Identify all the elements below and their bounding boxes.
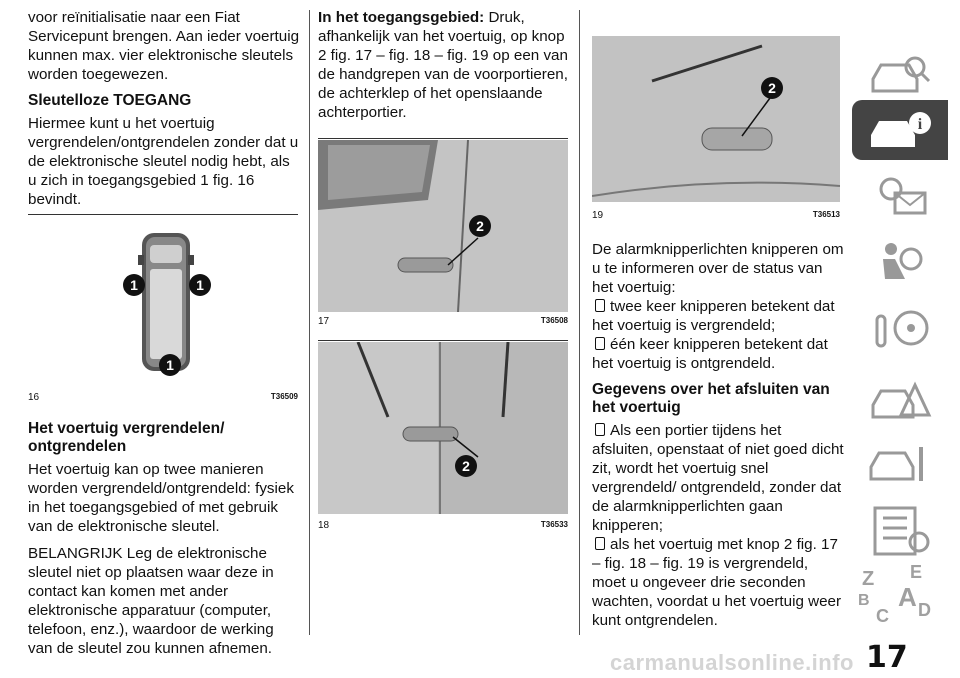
intro-paragraph: voor reïnitialisatie naar een Fiat Servicepunt brengen. Aan ieder voertuig kunnen max. vier elektronische sleutels worden toegewezen. xyxy=(28,9,300,83)
tab-warning-lights[interactable] xyxy=(852,164,948,224)
car-breakdown-warning-icon xyxy=(865,375,935,425)
section-heading-lock-unlock: Het voertuig vergrendelen/ ontgrendelen xyxy=(28,420,225,455)
tab-safety[interactable] xyxy=(852,232,948,292)
figure-18 xyxy=(318,342,568,514)
tab-technical-data[interactable] xyxy=(852,500,948,560)
figure-17-top-rule xyxy=(318,138,568,139)
index-letter-c: C xyxy=(876,606,889,626)
tab-car-search[interactable] xyxy=(852,44,948,104)
index-letter-b: B xyxy=(858,592,870,609)
watermark: carmanualsonline.info xyxy=(610,650,854,675)
figure-16-number: 16 xyxy=(28,392,40,403)
section-heading-locking-data: Gegevens over het afsluiten van het voertuig xyxy=(592,381,830,416)
column-2 xyxy=(318,8,574,130)
lock-unlock-paragraph: Het voertuig kan op twee manieren worden vergrendeld/ontgrendeld: fysiek in het toegangsgebied of met gebruik van de elektronische sleutel. xyxy=(28,461,294,535)
index-letter-d: D xyxy=(918,600,931,620)
figure-18-caption xyxy=(318,520,568,531)
car-search-icon xyxy=(865,49,935,99)
fig18-callout: 2 xyxy=(462,458,470,474)
figure-19-caption xyxy=(592,210,840,221)
figure-16-top-rule xyxy=(28,214,298,215)
tab-car-info[interactable] xyxy=(852,100,948,160)
figure-16 xyxy=(110,225,222,380)
key-steering-wheel-icon xyxy=(865,300,935,360)
technical-data-list-icon xyxy=(865,502,935,558)
car-service-tools-icon xyxy=(865,439,935,489)
column-1-lower xyxy=(28,420,300,666)
column-3 xyxy=(592,240,844,638)
door-handle-photo-19 xyxy=(592,36,840,202)
fig19-callout: 2 xyxy=(768,80,776,96)
figure-17-number: 17 xyxy=(318,316,330,327)
tab-maintenance[interactable] xyxy=(852,434,948,494)
column-divider-1 xyxy=(309,10,310,635)
figure-17-caption xyxy=(318,316,568,327)
hazard-lights-intro: De alarmknipperlichten knipperen om u te informeren over de status van het voertuig: xyxy=(592,241,844,296)
index-letter-e: E xyxy=(910,562,923,582)
figure-18-number: 18 xyxy=(318,520,330,531)
index-letter-a: A xyxy=(898,582,917,612)
bullet-locked: twee keer knipperen betekent dat het voertuig is vergrendeld; xyxy=(592,298,835,334)
van-top-view-illustration xyxy=(110,225,222,380)
tab-emergency[interactable] xyxy=(852,370,948,430)
page-number: 17 xyxy=(866,640,908,675)
figure-18-code: T36533 xyxy=(540,520,568,529)
fig16-callout-left: 1 xyxy=(130,277,138,293)
access-zone-label: In het toegangsgebied: xyxy=(318,9,485,26)
figure-17 xyxy=(318,140,568,312)
airbag-safety-icon xyxy=(865,237,935,287)
door-handle-photo-18 xyxy=(318,342,568,514)
column-divider-2 xyxy=(579,10,580,635)
important-paragraph: BELANGRIJK Leg de elektronische sleutel niet op plaatsen waar deze in contact kan komen met ander elektronische apparatuur (computer, telefoon, enz.), waardoor de werking van de sleutel zou kunnen afnemen. xyxy=(28,545,274,657)
bullet-marker-icon xyxy=(595,299,605,312)
tab-index[interactable] xyxy=(852,562,948,634)
keyless-entry-paragraph: Hiermee kunt u het voertuig vergrendelen/ontgrendelen zonder dat u de elektronische sleutel nodig hebt, als u zich in toegangsgebied 1 fig. 16 bevindt. xyxy=(28,115,299,208)
bullet-marker-icon xyxy=(595,537,605,550)
hazard-lights-paragraph xyxy=(592,240,844,373)
bullet-marker-icon xyxy=(595,423,605,436)
bullet-wait: als het voertuig met knop 2 fig. 17 – fig. 18 – fig. 19 is vergrendeld, moet u ongeveer drie seconden wachten, voordat u het voertuig weer kunt ontgrendelen. xyxy=(592,536,842,629)
section-heading-keyless-entry: Sleutelloze TOEGANG xyxy=(28,92,192,109)
access-zone-paragraph xyxy=(318,8,574,122)
access-zone-text: Druk, afhankelijk van het voertuig, op knop 2 fig. 17 – fig. 18 – fig. 19 op een van de handgrepen van de voorportieren, de achterklep of het openslaande achterportier. xyxy=(318,9,568,121)
bullet-unlocked: één keer knipperen betekent dat het voertuig is ontgrendeld. xyxy=(592,336,828,372)
column-1 xyxy=(28,8,300,217)
svg-text:i: i xyxy=(917,116,923,133)
figure-19-number: 19 xyxy=(592,210,604,221)
door-handle-photo-17 xyxy=(318,140,568,312)
car-info-icon xyxy=(865,105,935,155)
figure-16-code: T36509 xyxy=(270,392,298,401)
figure-18-top-rule xyxy=(318,340,568,341)
index-letter-z: Z xyxy=(862,568,875,590)
warning-light-message-icon xyxy=(865,169,935,219)
fig16-callout-right: 1 xyxy=(196,277,204,293)
fig16-callout-bottom: 1 xyxy=(166,357,174,373)
figure-16-caption xyxy=(28,392,298,403)
figure-19-code: T36513 xyxy=(812,210,840,219)
locking-data-list xyxy=(592,421,844,630)
figure-17-code: T36508 xyxy=(540,316,568,325)
bullet-door-open: Als een portier tijdens het afsluiten, openstaat of niet goed dicht zit, wordt het voertuig snel vergrendeld/ ontgrendeld, zonder dat de alarmknipperlichten gaan knipperen; xyxy=(592,422,844,534)
tab-starting-driving[interactable] xyxy=(852,300,948,360)
figure-19 xyxy=(592,36,840,202)
bullet-marker-icon xyxy=(595,337,605,350)
fig17-callout: 2 xyxy=(476,218,484,234)
